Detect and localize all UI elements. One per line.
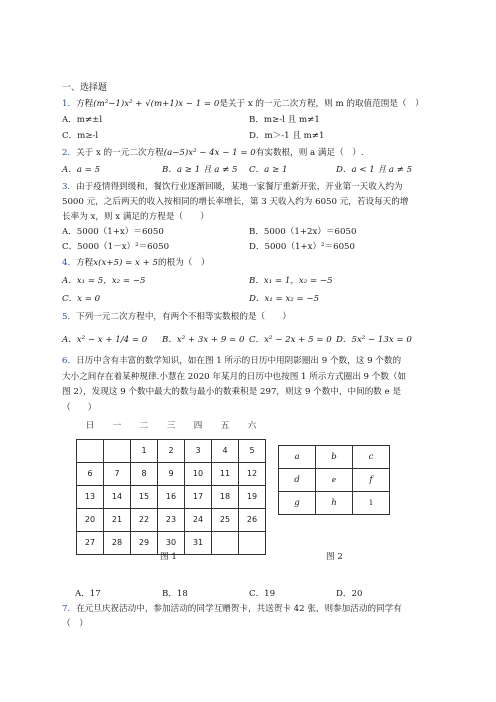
weekday-label: 二 [139,421,149,431]
calendar-cell: 27 [77,532,104,555]
calendar-cell: 12 [239,463,266,486]
calendar-cell: 26 [239,509,266,532]
question-3-stem: 3．由于疫情得到缓和，餐饮行业逐渐回暖，某地一家餐厅重新开张，开业第一天收入约为 [62,182,403,192]
question-7-line: （ ） [62,619,88,629]
option-a: A．a = 5 [62,165,101,175]
option-c: C．19 [249,589,276,599]
grid-cell: a [279,446,316,469]
question-6-line: （ ） [62,403,97,413]
option-a: A．17 [75,589,101,599]
option-c: C．5000（1－x）²＝6050 [62,242,170,252]
option-c: C．m≥-l [62,131,99,141]
question-6-line: 图 2），发现这 9 个数中最大的数与最小的数乘积是 297，则这 9 个数中，中间的数 e 是 [62,387,402,397]
calendar-cell [104,440,131,463]
grid-cell: i [353,492,390,515]
weekday-label: 三 [166,421,176,431]
weekday-label: 五 [220,421,230,431]
question-3-line: 长率为 x，则 x 满足的方程是（ ） [62,212,209,222]
calendar-cell: 8 [131,463,158,486]
option-b: B．5000（1+2x）＝6050 [249,227,357,237]
equation: (m²−1)x² + √(m+1)x − 1 = 0 [93,99,220,109]
grid-cell: d [279,469,316,492]
calendar-cell: 19 [239,486,266,509]
calendar-cell: 9 [158,463,185,486]
option-d: D．5000（1+x）²＝6050 [249,242,355,252]
calendar-cell [77,440,104,463]
option-b: B．x² + 3x + 9 = 0 [162,335,245,345]
option-b: B．x₁ = 1，x₂ = −5 [249,276,333,286]
calendar-figure-1 [76,439,266,555]
calendar-cell: 4 [212,440,239,463]
option-a: A．x₁ = 5，x₂ = −5 [62,276,146,286]
calendar-cell: 22 [131,509,158,532]
question-number: 4． [62,258,77,268]
calendar-cell: 18 [212,486,239,509]
grid-cell: g [279,492,316,515]
calendar-cell: 30 [158,532,185,555]
section-title: 一、选择题 [62,83,108,93]
option-d: D．x₁ = x₂ = −5 [249,294,320,304]
question-number: 3． [62,182,77,192]
question-2-stem: 2．关于 x 的一元二次方程(a−5)x² − 4x − 1 = 0有实数根，则 a 满足（ ）. [62,148,364,158]
option-d: D．20 [336,589,363,599]
weekday-label: 一 [112,421,122,431]
calendar-cell: 11 [212,463,239,486]
option-a: A．m≠±l [62,115,103,125]
equation: (a−5)x² − 4x − 1 = 0 [163,148,256,158]
question-number: 5． [62,312,77,322]
grid-cell: h [316,492,353,515]
calendar-cell: 17 [185,486,212,509]
calendar-cell: 10 [185,463,212,486]
question-6-stem: 6．日历中含有丰富的数学知识，如在图 1 所示的日历中用阴影圈出 9 个数，这 9 个数的 [62,356,402,366]
option-c: C．x = 0 [62,294,101,304]
option-a: A．x² − x + 1/4 = 0 [62,335,148,345]
question-6-line: 大小之间存在着某种规律.小慧在 2020 年某月的日历中也按图 1 所示方式圈出 9 个数（如 [62,372,407,382]
option-b: B．18 [162,589,188,599]
calendar-cell: 24 [185,509,212,532]
question-number: 7． [62,604,77,614]
question-4-stem: 4．方程x(x+5) = x + 5的根为（ ） [62,258,210,268]
grid-cell: b [316,446,353,469]
calendar-cell: 2 [158,440,185,463]
calendar-cell: 7 [104,463,131,486]
option-d: D．m＞-1 且 m≠1 [249,131,325,141]
question-number: 2． [62,148,77,158]
option-c: C．x² − 2x + 5 = 0 [249,335,332,345]
calendar-cell: 1 [131,440,158,463]
calendar-cell: 29 [131,532,158,555]
grid-cell: e [316,469,353,492]
calendar-cell [212,532,239,555]
option-b: B．m≥-l 且 m≠1 [249,115,320,125]
weekday-header [77,422,266,434]
calendar-cell: 21 [104,509,131,532]
calendar-cell: 13 [77,486,104,509]
question-number: 1． [62,99,77,109]
grid-cell: f [353,469,390,492]
figure-1-caption: 图 1 [160,552,177,562]
calendar-cell: 16 [158,486,185,509]
option-d: D．5x² − 13x = 0 [336,335,412,345]
calendar-cell: 23 [158,509,185,532]
calendar-cell: 6 [77,463,104,486]
calendar-cell: 14 [104,486,131,509]
question-7-stem: 7．在元旦庆祝活动中，参加活动的同学互赠贺卡，共送贺卡 42 张，则参加活动的同学有 [62,604,402,614]
question-3-line: 5000 元，之后两天的收入按相同的增长率增长，第 3 天收入约为 6050 元，若设每天的增 [62,197,409,207]
calendar-cell: 28 [104,532,131,555]
calendar-cell: 20 [77,509,104,532]
weekday-label: 四 [193,421,203,431]
option-b: B．a ≥ 1 且 a ≠ 5 [162,165,238,175]
question-number: 6． [62,356,77,366]
equation: x(x+5) = x + 5 [93,258,158,268]
question-1-stem: 1．方程(m²−1)x² + √(m+1)x − 1 = 0是关于 x 的一元二次方程，则 m 的取值范围是（ ） [62,99,424,109]
grid-cell: c [353,446,390,469]
question-5-stem: 5．下列一元二次方程中，有两个不相等实数根的是（ ） [62,312,291,322]
calendar-cell [239,532,266,555]
letter-grid-figure-2 [278,445,390,515]
option-a: A．5000（1+x）＝6050 [62,227,164,237]
calendar-cell: 31 [185,532,212,555]
calendar-cell: 3 [185,440,212,463]
weekday-label: 日 [85,421,95,431]
option-d: D．a < 1 且 a ≠ 5 [336,165,413,175]
weekday-label: 六 [247,421,257,431]
calendar-cell: 15 [131,486,158,509]
option-c: C．a ≥ 1 [249,165,288,175]
calendar-cell: 25 [212,509,239,532]
figure-2-caption: 图 2 [326,552,343,562]
calendar-cell: 5 [239,440,266,463]
